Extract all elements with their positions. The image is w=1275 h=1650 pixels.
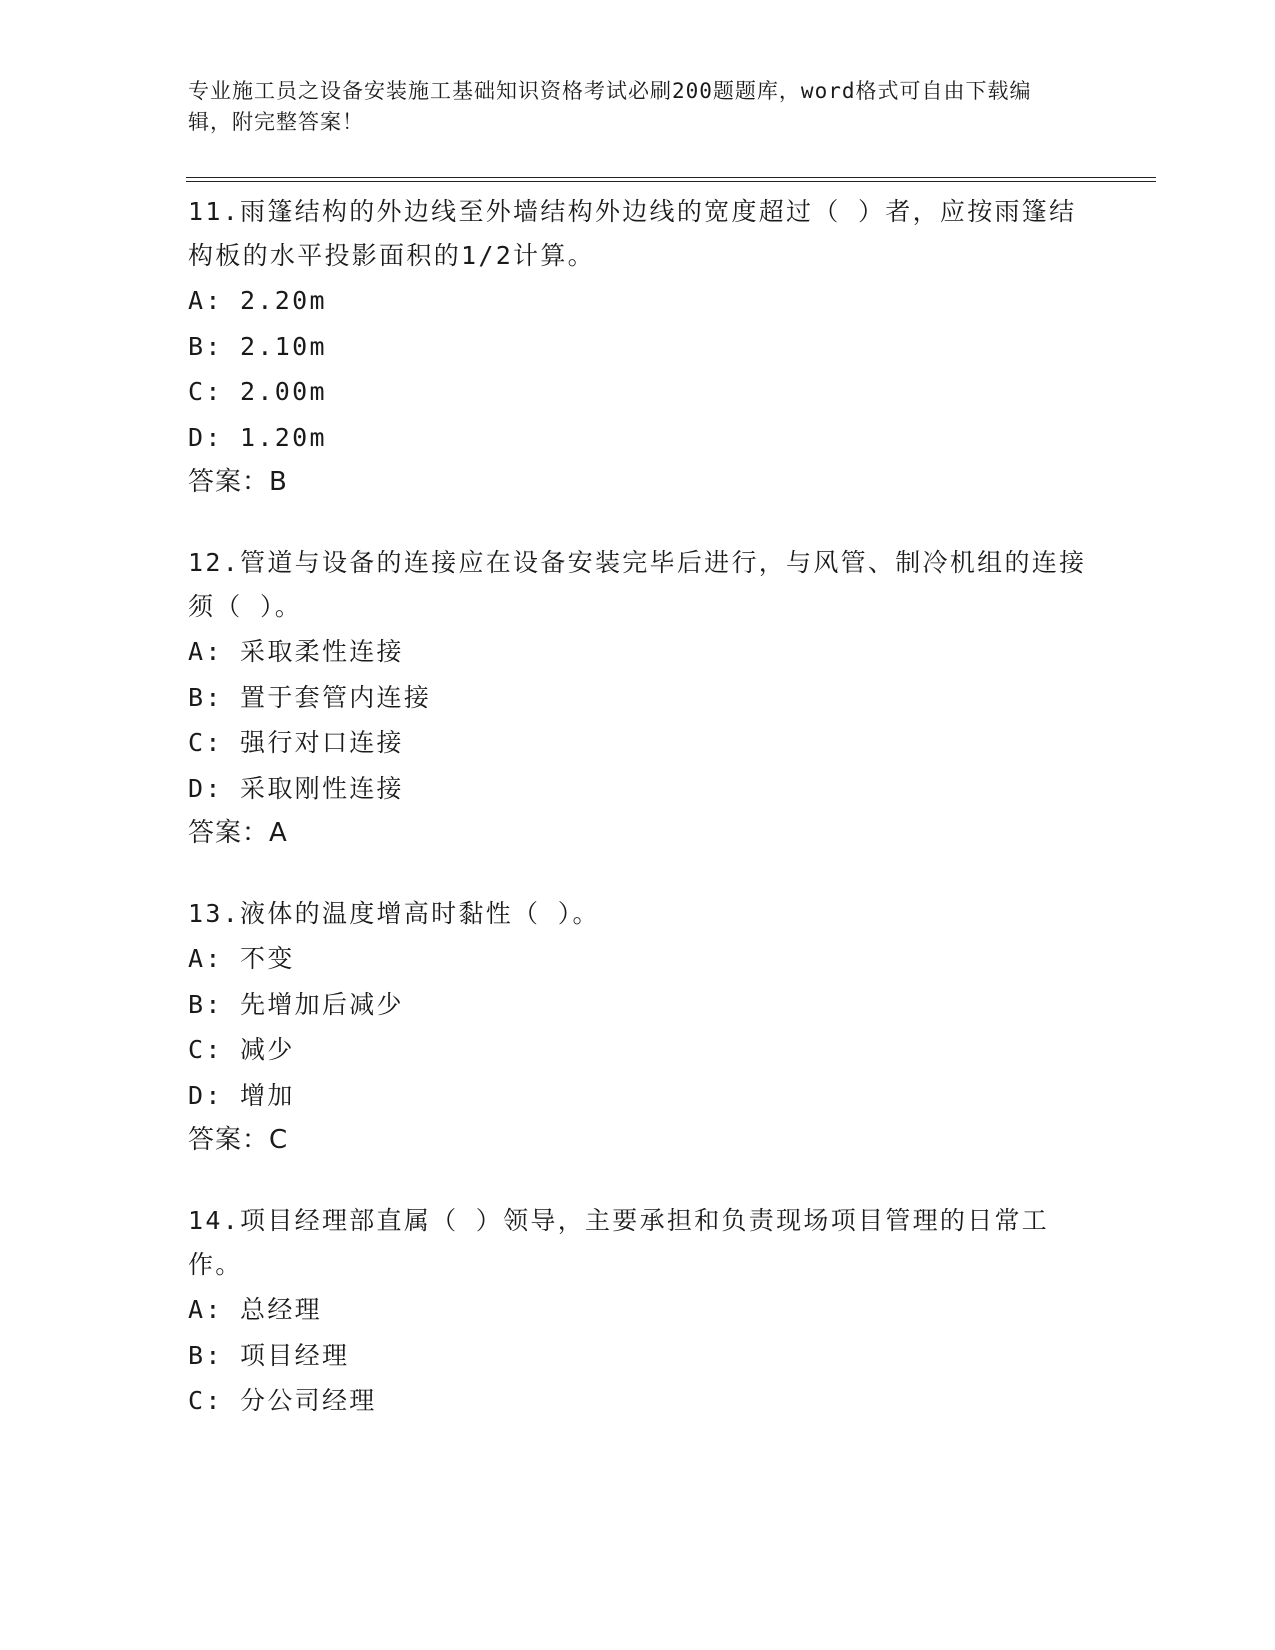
option-a: A: 采取柔性连接	[188, 637, 404, 666]
question-13	[188, 892, 1088, 1163]
option-a: A: 2.20m	[188, 286, 327, 315]
header-divider-top	[186, 177, 1156, 178]
option-b: B: 先增加后减少	[188, 989, 404, 1019]
option-b: B: 置于套管内连接	[188, 682, 432, 712]
option-b: B: 项目经理	[188, 1340, 350, 1370]
option-d: D: 增加	[188, 1080, 295, 1110]
question-14	[188, 1199, 1088, 1424]
question-stem: 12.管道与设备的连接应在设备安装完毕后进行，与风管、制冷机组的连接须（ ）。	[188, 548, 1087, 621]
option-c: C: 强行对口连接	[188, 728, 404, 757]
document-title: 专业施工员之设备安装施工基础知识资格考试必刷200题题库，word格式可自由下载编辑，附完整答案！	[188, 79, 1032, 134]
question-12	[188, 541, 1088, 856]
question-stem: 14.项目经理部直属（ ）领导，主要承担和负责现场项目管理的日常工作。	[188, 1206, 1050, 1279]
question-list	[188, 190, 1088, 1460]
option-c: C: 2.00m	[188, 377, 327, 406]
option-c: C: 减少	[188, 1035, 295, 1064]
answer-line: 答案：B	[188, 467, 288, 497]
option-b: B: 2.10m	[188, 331, 327, 361]
option-a: A: 不变	[188, 944, 295, 973]
option-d: D: 1.20m	[188, 422, 327, 452]
question-stem: 13.液体的温度增高时黏性（ ）。	[188, 899, 600, 928]
question-11	[188, 190, 1088, 505]
answer-line: 答案：A	[188, 818, 288, 848]
header-divider-bottom	[186, 181, 1156, 182]
option-d: D: 采取刚性连接	[188, 773, 404, 803]
option-c: C: 分公司经理	[188, 1386, 377, 1415]
answer-line: 答案：C	[188, 1125, 289, 1155]
question-stem: 11.雨篷结构的外边线至外墙结构外边线的宽度超过（ ）者，应按雨篷结构板的水平投影面积的1/2计算。	[188, 197, 1077, 270]
option-a: A: 总经理	[188, 1295, 322, 1324]
